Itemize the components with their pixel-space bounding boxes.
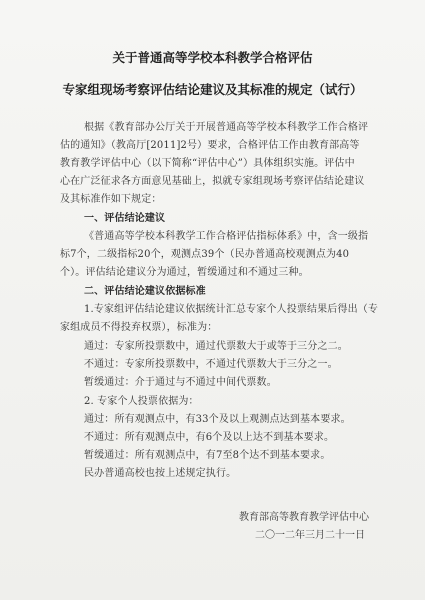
criterion-fail-line: 不通过：专家所投票数中，不通过代票数大于三分之一。 bbox=[84, 359, 338, 370]
paragraph-intro-line-3: 教育教学评估中心（以下简称“评估中心”）具体组织实施。评估中 bbox=[60, 158, 355, 169]
document-title-line-1: 关于普通高等学校本科教学合格评估 bbox=[112, 50, 313, 65]
vote-deferred-line: 暂缓通过：所有观测点中，有7至8个达不到基本要求。 bbox=[84, 450, 331, 461]
section-heading-2: 二、评估结论建议依据标准 bbox=[84, 286, 206, 297]
document-title-line-2: 专家组现场考察评估结论建议及其标准的规定（试行） bbox=[62, 82, 363, 97]
section-1-line-3: 个）。评估结论建议分为通过，暂缓通过和不通过三种。 bbox=[60, 267, 309, 278]
criterion-pass-line: 通过：专家所投票数中，通过代票数大于或等于三分之二。 bbox=[84, 341, 348, 352]
paragraph-intro-line-5: 及其标准作如下规定： bbox=[60, 194, 162, 205]
private-university-note: 民办普通高校也按上述规定执行。 bbox=[84, 468, 237, 479]
section-1-line-1: 《普通高等学校本科教学工作合格评估指标体系》中，含一级指 bbox=[84, 231, 369, 242]
criterion-deferred-line: 暂缓通过：介于通过与不通过中间代票数。 bbox=[84, 377, 277, 388]
section-heading-1: 一、评估结论建议 bbox=[84, 213, 166, 224]
signature-date: 二〇一二年三月二十一日 bbox=[255, 530, 365, 541]
paragraph-intro-line-2: 估的通知》（教高厅[2011]2号）要求，合格评估工作由教育部高等 bbox=[60, 140, 360, 151]
section-2-line-2: 家组成员不得投弃权票），标准为： bbox=[60, 322, 218, 333]
section-2-item-2-heading: 2. 专家个人投票依据为： bbox=[84, 396, 199, 407]
section-2-line-1: 1.专家组评估结论建议依据统计汇总专家个人投票结果后得出（专 bbox=[84, 304, 379, 315]
signature-organization: 教育部高等教育教学评估中心 bbox=[239, 512, 369, 523]
paragraph-intro-line-1: 根据《教育部办公厅关于开展普通高等学校本科教学工作合格评 bbox=[84, 122, 369, 133]
paragraph-intro-line-4: 心在广泛征求各方面意见基础上，拟就专家组现场考察评估结论建议 bbox=[60, 176, 365, 187]
vote-pass-line: 通过：所有观测点中，有33个及以上观测点达到基本要求。 bbox=[84, 414, 351, 425]
section-1-line-2: 标7个，二级指标20个，观测点39个（民办普通高校观测点为40 bbox=[60, 249, 350, 260]
vote-fail-line: 不通过：所有观测点中，有6个及以上达不到基本要求。 bbox=[84, 432, 335, 443]
